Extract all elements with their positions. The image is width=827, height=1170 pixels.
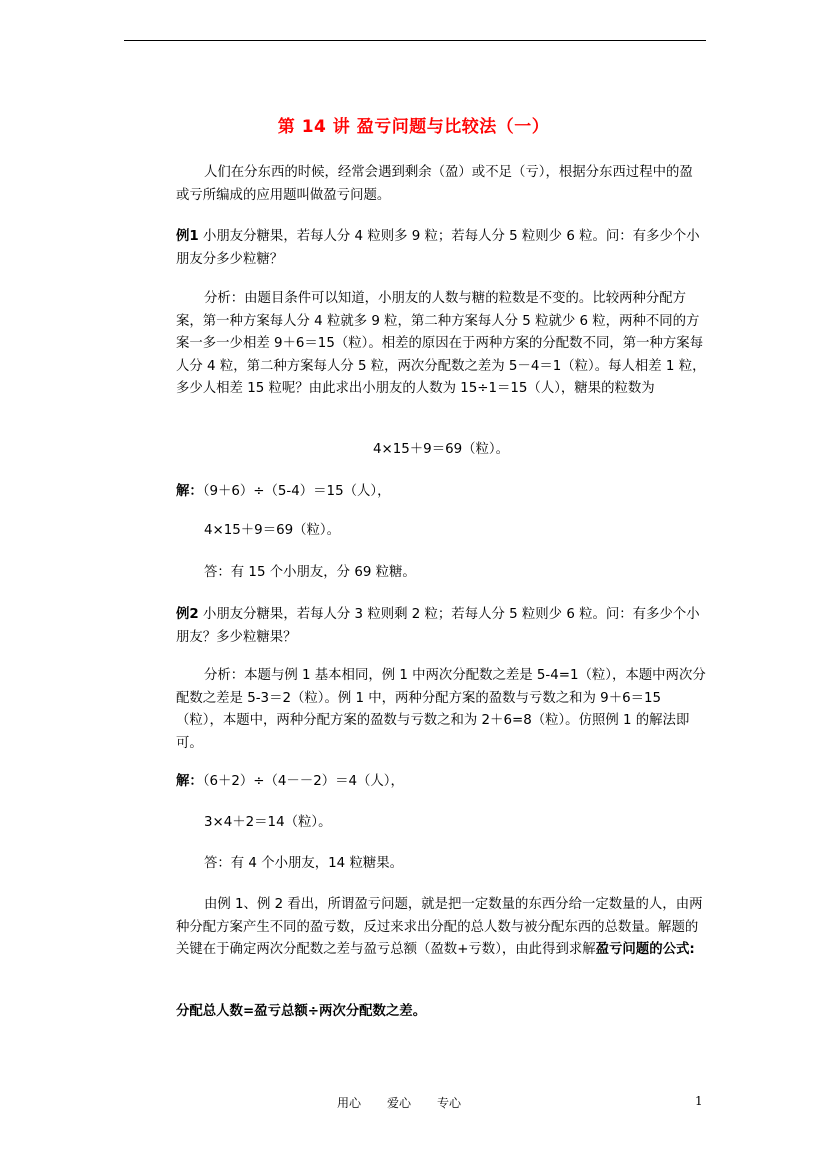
intro-paragraph: 人们在分东西的时候，经常会遇到剩余（盈）或不足（亏），根据分东西过程中的盈或亏所编成的应用题叫做盈亏问题。 [176, 165, 693, 203]
footer-text-1: 用心 [337, 1096, 362, 1110]
header-rule [124, 40, 706, 41]
example-2-question [176, 604, 706, 649]
example-1-question [176, 226, 706, 271]
example-1-answer: 答：有 15 个小朋友，分 69 粒糖。 [204, 565, 416, 580]
summary-text: 由例 1、例 2 看出，所谓盈亏问题，就是把一定数量的东西分给一定数量的人，由两种分配方案产生不同的盈亏数，反过来求出分配的总人数与被分配东西的总数量。解题的关键在于确定两次分配数之差与盈亏总额（盈数+亏数），由此得到求解 [176, 897, 703, 957]
example-1-analysis: 分析：由题目条件可以知道，小朋友的人数与糖的粒数是不变的。比较两种分配方案，第一种方案每人分 4 粒就多 9 粒，第二种方案每人分 5 粒就少 6 粒，两种不同的方案一多一少相差 9＋6＝15（粒）。相差的原因在于两种方案的分配数不同，第一种方案每人分 4 粒，第二种方案每人分 5 粒，两次分配数之差为 5－4＝1（粒）。每人相差 1 粒，多少人相差 15 粒呢？由此求出小朋友的人数为 15÷1＝15（人），糖果的粒数为 [176, 291, 706, 396]
example-2-analysis: 分析：本题与例 1 基本相同，例 1 中两次分配数之差是 5-4=1（粒），本题中两次分配数之差是 5-3＝2（粒）。例 1 中，两种分配方案的盈数与亏数之和为 9＋6＝15（粒），本题中，两种分配方案的盈数与亏数之和为 2＋6=8（粒）。仿照例 1 的解法即可。 [176, 668, 706, 751]
solution-label: 解： [176, 774, 203, 789]
example-1-solution-line1 [176, 481, 706, 504]
page-number: 1 [695, 1094, 703, 1108]
example-1-text: 小朋友分糖果，若每人分 4 粒则多 9 粒；若每人分 5 粒则少 6 粒。问：有多少个小朋友分多少粒糖？ [176, 229, 700, 267]
solution-text: （9＋6）÷（5-4）＝15（人）， [202, 484, 391, 499]
example-1-solution-line2: 4×15＋9＝69（粒）。 [204, 523, 340, 538]
final-formula: 分配总人数=盈亏总额÷两次分配数之差。 [176, 1004, 427, 1019]
page-title: 第 14 讲 盈亏问题与比较法（一） [277, 117, 550, 137]
example-2-label: 例2 [176, 607, 199, 622]
example-2-text: 小朋友分糖果，若每人分 3 粒则剩 2 粒；若每人分 5 粒则少 6 粒。问：有多少个小朋友？多少粒糖果？ [176, 607, 700, 645]
example-2-solution-line2: 3×4＋2＝14（粒）。 [204, 815, 332, 830]
example-1-label: 例1 [176, 229, 199, 244]
example-2-solution-line1 [176, 771, 706, 794]
example-2-answer: 答：有 4 个小朋友，14 粒糖果。 [204, 856, 404, 871]
footer-text-2: 爱心 [387, 1096, 412, 1110]
footer-text-3: 专心 [437, 1096, 462, 1110]
solution-text: （6＋2）÷（4－－2）＝4（人）， [202, 774, 404, 789]
summary-paragraph [176, 894, 706, 962]
example-1-formula: 4×15＋9＝69（粒）。 [373, 442, 509, 457]
solution-label: 解： [176, 484, 203, 499]
summary-bold: 盈亏问题的公式: [595, 942, 695, 957]
